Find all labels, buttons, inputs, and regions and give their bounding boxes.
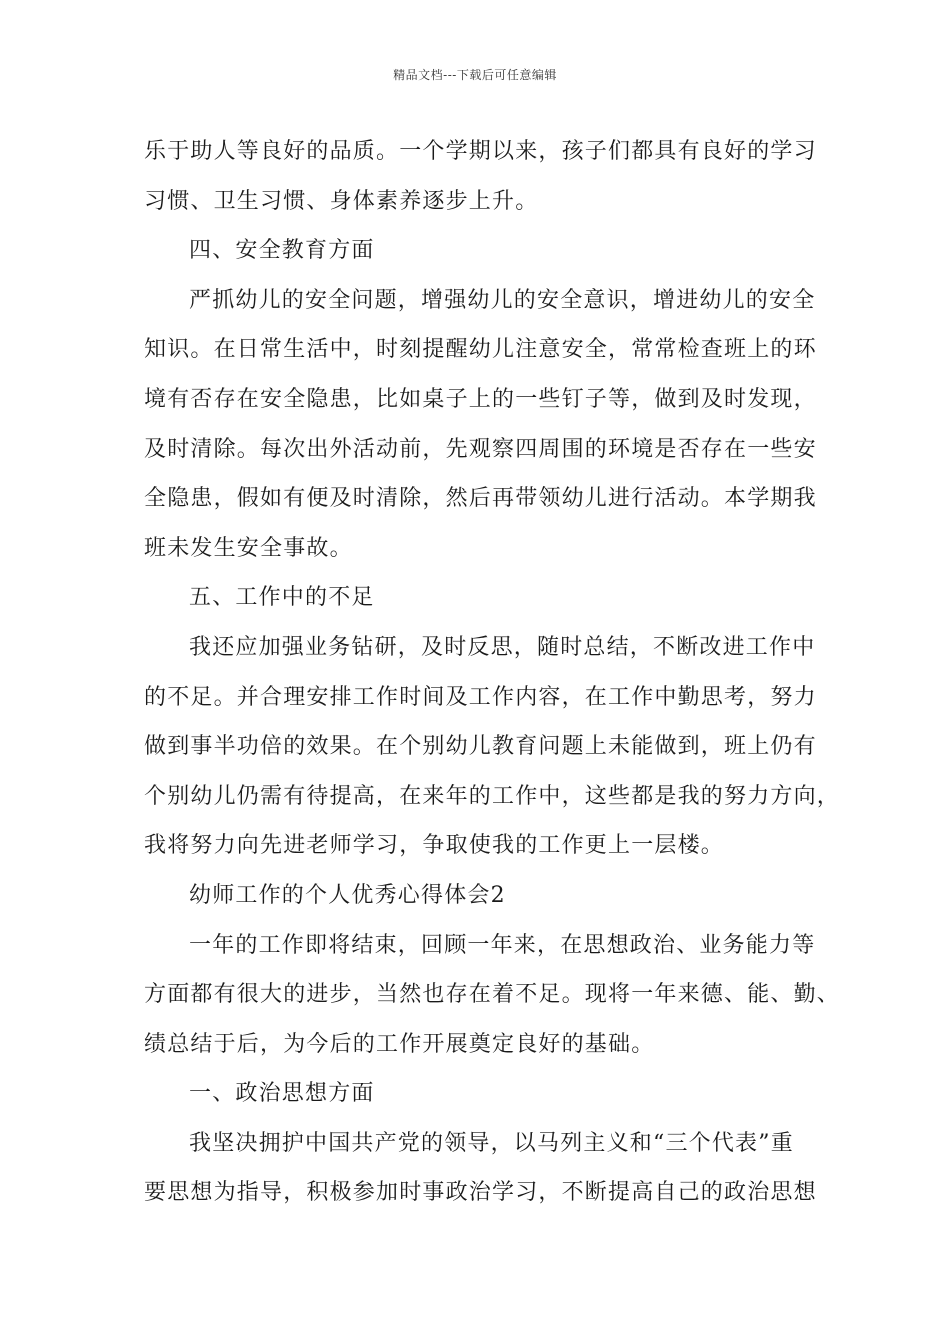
text-line: 我将努力向先进老师学习，争取使我的工作更上一层楼。: [144, 833, 725, 859]
article-title: 幼师工作的个人优秀心得体会2: [189, 882, 506, 908]
text-line: 全隐患，假如有便及时清除，然后再带领幼儿进行活动。本学期我: [144, 486, 817, 512]
section-heading: 一、政治思想方面: [189, 1081, 375, 1107]
section-heading: 五、工作中的不足: [189, 585, 375, 611]
text-line: 的不足。并合理安排工作时间及工作内容，在工作中勤思考，努力: [144, 684, 817, 710]
text-line: 个别幼儿仍需有待提高，在来年的工作中，这些都是我的努力方向，: [144, 783, 841, 809]
document-body: [144, 131, 841, 1222]
section-heading: 四、安全教育方面: [189, 238, 375, 264]
text-line: 方面都有很大的进步，当然也存在着不足。现将一年来德、能、勤、: [144, 982, 841, 1008]
text-line: 做到事半功倍的效果。在个别幼儿教育问题上未能做到，班上仍有: [144, 734, 817, 760]
text-line: 乐于助人等良好的品质。一个学期以来，孩子们都具有良好的学习: [144, 139, 817, 164]
text-line: 要思想为指导，积极参加时事政治学习，不断提高自己的政治思想: [144, 1180, 817, 1206]
text-line: 习惯、卫生习惯、身体素养逐步上升。: [144, 188, 539, 214]
page-header: 精品文档---下载后可任意编辑: [393, 68, 557, 82]
text-line: 知识。在日常生活中，时刻提醒幼儿注意安全，常常检查班上的环: [144, 337, 817, 363]
text-line: 一年的工作即将结束，回顾一年来，在思想政治、业务能力等: [189, 932, 816, 958]
text-line: 及时清除。每次出外活动前，先观察四周围的环境是否存在一些安: [144, 436, 817, 462]
text-line: 班未发生安全事故。: [144, 535, 353, 561]
text-line: 严抓幼儿的安全问题，增强幼儿的安全意识，增进幼儿的安全: [189, 287, 816, 313]
text-line: 我还应加强业务钻研，及时反思，随时总结，不断改进工作中: [189, 634, 816, 660]
text-line: 境有否存在安全隐患，比如桌子上的一些钉子等，做到及时发现，: [144, 386, 817, 412]
text-line: 我坚决拥护中国共产党的领导，以马列主义和“三个代表”重: [189, 1130, 794, 1156]
text-line: 绩总结于后，为今后的工作开展奠定良好的基础。: [144, 1031, 655, 1057]
